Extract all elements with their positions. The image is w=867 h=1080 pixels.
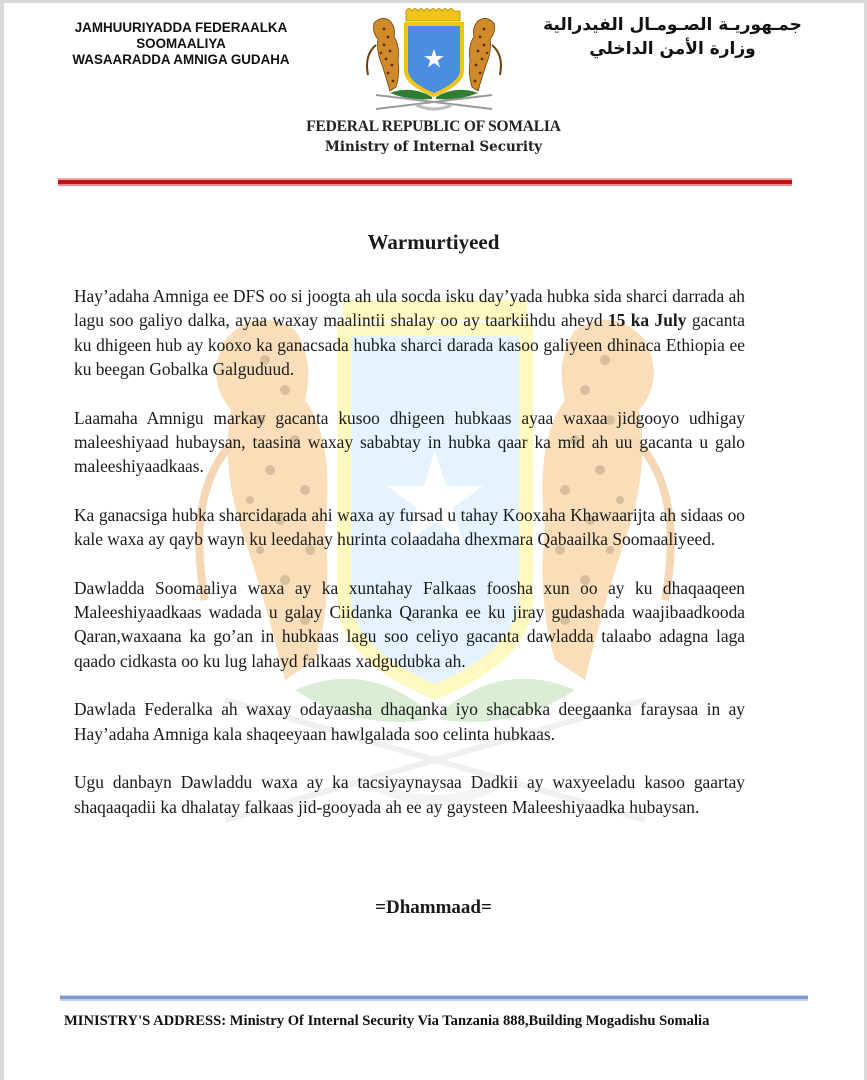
document-body	[74, 284, 745, 843]
paragraph-3: Ka ganacsiga hubka sharcidarada ahi waxa ay fursad u tahay Kooxaha Khawaarijta ah sidaas oo kale waxa ay qayb wayn ku leedahay hurinta colaadaha dhexmara Qabaailka Soomaaliyeed.	[74, 504, 745, 550]
paragraph-1-date: 15 ka July	[607, 310, 687, 331]
header-right-line-1: جمـهوريـة الصـومـال الفيدرالية	[543, 15, 802, 35]
header-ministry: Ministry of Internal Security	[324, 139, 543, 155]
paragraph-1-text-b: gacanta ku dhigeen hub ay kooxo ka ganacsada hubka sharci darada kasoo galiyeen dhinaca Ethiopia ee ku beegan Gobalka Galguduud.	[74, 310, 745, 380]
paragraph-1	[74, 284, 745, 382]
header-divider	[58, 178, 792, 186]
address-label: MINISTRY'S ADDRESS:	[64, 1013, 227, 1029]
header-arabic-name	[530, 13, 815, 61]
header-left-line-1: JAMHUURIYADDA FEDERAALKA	[74, 20, 288, 35]
closing-mark: =Dhammaad=	[375, 897, 492, 918]
header-somali-name	[50, 20, 312, 68]
coat-of-arms-icon	[346, 5, 522, 115]
address-value: Ministry Of Internal Security Via Tanzania 888,Building Mogadishu Somalia	[226, 1013, 710, 1029]
paragraph-1-text-a: Hay’adaha Amniga ee DFS oo si joogta ah ula socda isku day’yada hubka sida sharci darrada ah lagu soo galiyo dalka, ayaa waxay maalintii shalay oo ay taarkiihdu aheyd	[74, 286, 745, 331]
leopard-right-icon	[469, 18, 501, 91]
crown-icon	[406, 9, 460, 22]
ministry-address	[64, 1012, 804, 1030]
header-left-line-3: WASAARADDA AMNIGA GUDAHA	[72, 52, 290, 67]
paragraph-2: Laamaha Amnigu markay gacanta kusoo dhigeen hubkaas ayaa waxaa jidgooyo udhigay maleeshiyaad hubaysan, taasina waxay sababtay in hubka qaar ka mid ah uu gacanta u galo maleeshiyaadkaas.	[74, 407, 745, 477]
paragraph-4: Dawladda Soomaaliya waxa ay ka xuntahay Falkaas foosha xun oo ay ku dhaqaaqeen Maleeshiyaadkaas wadada u galay Ciidanka Qaranka ee ku jiray gudashada waajibaadkooda Qaran,waxaana ka go’an in hubkaas lagu soo celiyo gacanta dawladda talaabo adagna laga qaado cidkasta oo ku lug lahayd falkaas xadgudubka ah.	[74, 577, 745, 671]
paragraph-6: Ugu danbayn Dawladdu waxa ay ka tacsiyaynaysaa Dadkii ay waxyeeladu kasoo gaartay shaqaaqadii ka dhalatay falkaas jid-gooyada ah ee ay gaysteen Maleeshiyaadka hubaysan.	[74, 772, 745, 817]
document-title: Warmurtiyeed	[367, 230, 500, 254]
leopard-left-icon	[367, 18, 399, 91]
header-country: FEDERAL REPUBLIC OF SOMALIA	[306, 118, 561, 135]
paragraph-5: Dawlada Federalka ah waxay odayaasha dhaqanka iyo shacabka deegaanka faraysaa in ay Hay’adaha Amniga kala shaqeeyaan hawlgalada soo celinta hubkaas.	[74, 699, 745, 744]
footer-divider	[60, 995, 808, 1001]
header-right-line-2: وزارة الأمن الداخلي	[589, 39, 756, 59]
header-left-line-2: SOOMAALIYA	[136, 36, 226, 51]
header-english-name	[0, 117, 867, 157]
